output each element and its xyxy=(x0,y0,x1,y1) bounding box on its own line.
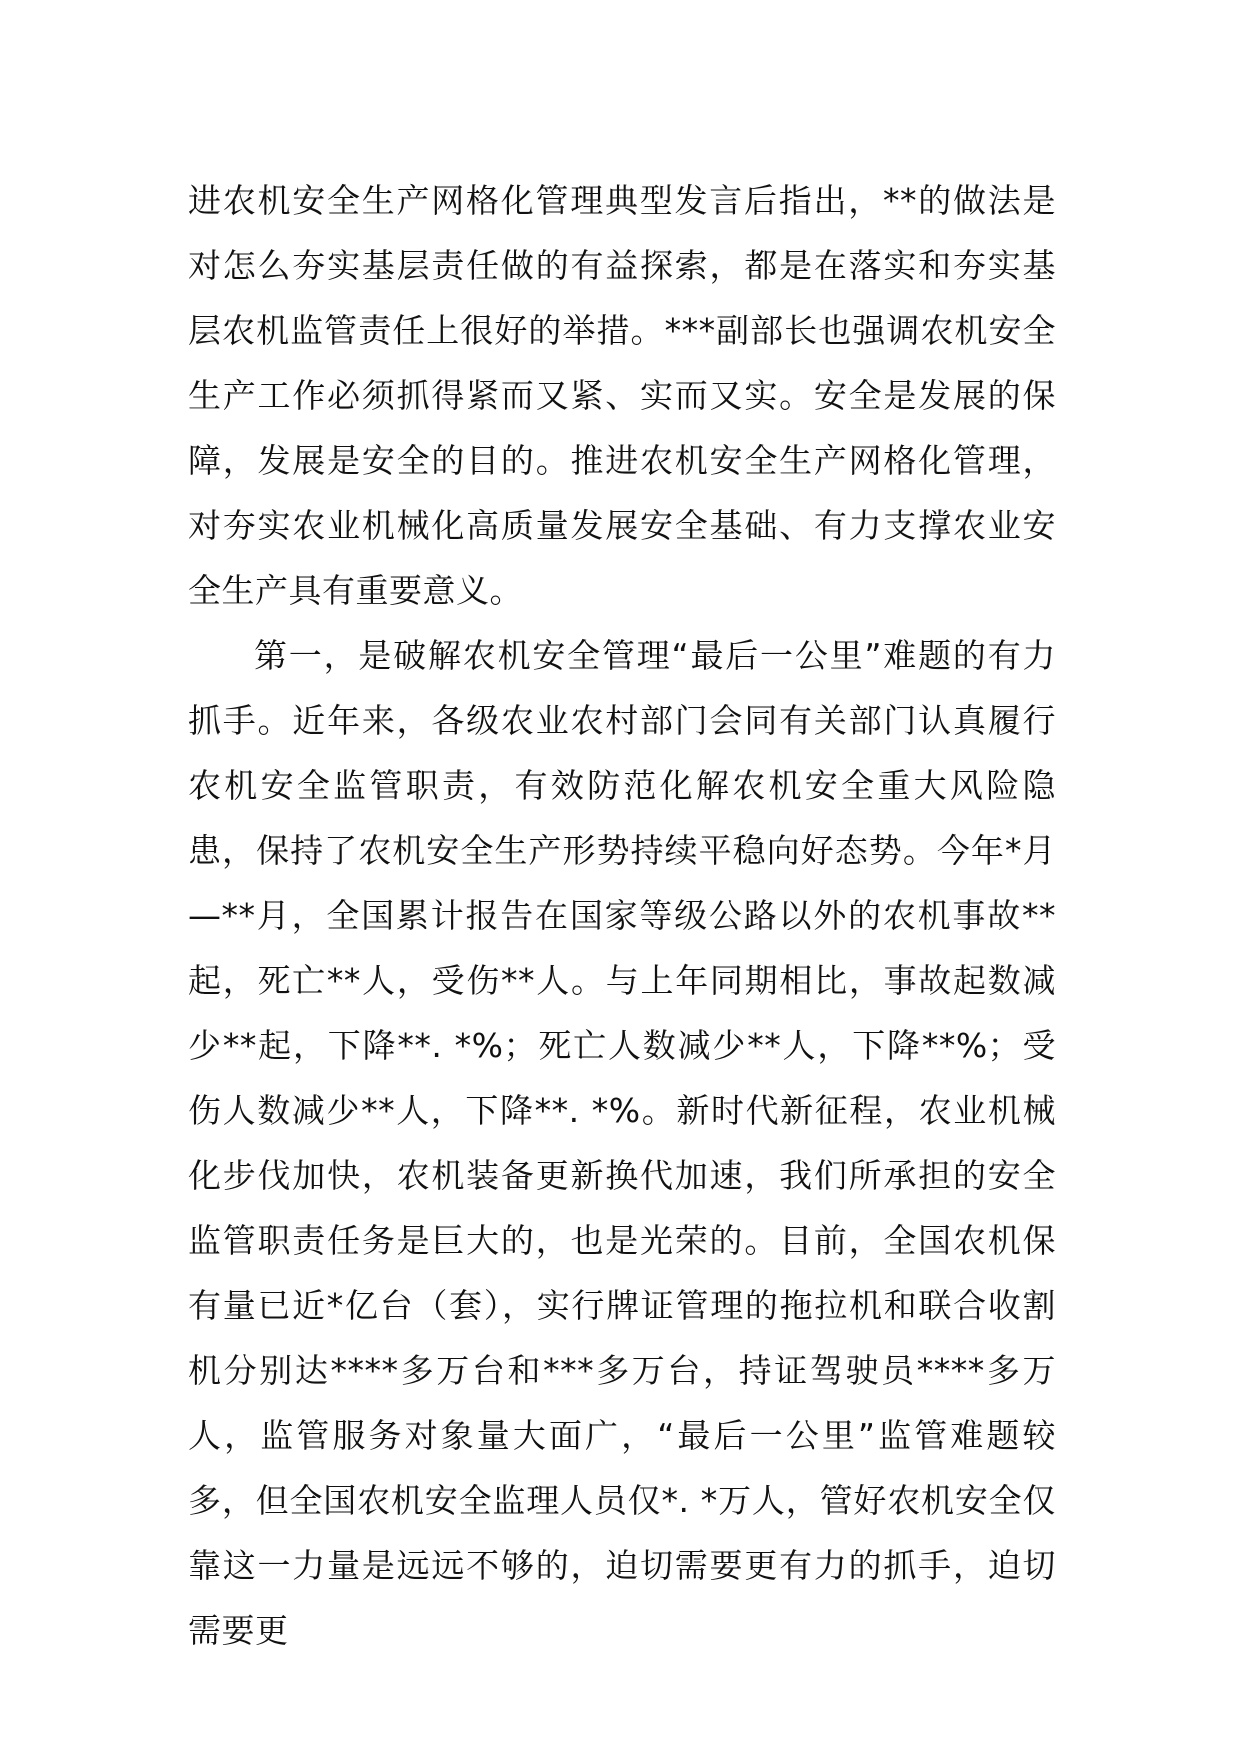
document-body xyxy=(188,168,1056,1663)
paragraph-first-point: 第一，是破解农机安全管理“最后一公里”难题的有力抓手。近年来，各级农业农村部门会同有关部门认真履行农机安全监管职责，有效防范化解农机安全重大风险隐患，保持了农机安全生产形势持续平稳向好态势。今年*月—**月，全国累计报告在国家等级公路以外的农机事故**起，死亡**人，受伤**人。与上年同期相比，事故起数减少**起，下降**. *%；死亡人数减少**人，下降**%；受伤人数减少**人，下降**. *%。新时代新征程，农业机械化步伐加快，农机装备更新换代加速，我们所承担的安全监管职责任务是巨大的，也是光荣的。目前，全国农机保有量已近*亿台（套），实行牌证管理的拖拉机和联合收割机分别达****多万台和***多万台，持证驾驶员****多万人，监管服务对象量大面广，“最后一公里”监管难题较多，但全国农机安全监理人员仅*. *万人，管好农机安全仅靠这一力量是远远不够的，迫切需要更有力的抓手，迫切需要更 xyxy=(188,636,1056,1650)
paragraph-continued: 进农机安全生产网格化管理典型发言后指出，**的做法是对怎么夯实基层责任做的有益探索，都是在落实和夯实基层农机监管责任上很好的举措。***副部长也强调农机安全生产工作必须抓得紧而又紧、实而又实。安全是发展的保障，发展是安全的目的。推进农机安全生产网格化管理，对夯实农业机械化高质量发展安全基础、有力支撑农业安全生产具有重要意义。 xyxy=(188,181,1056,610)
